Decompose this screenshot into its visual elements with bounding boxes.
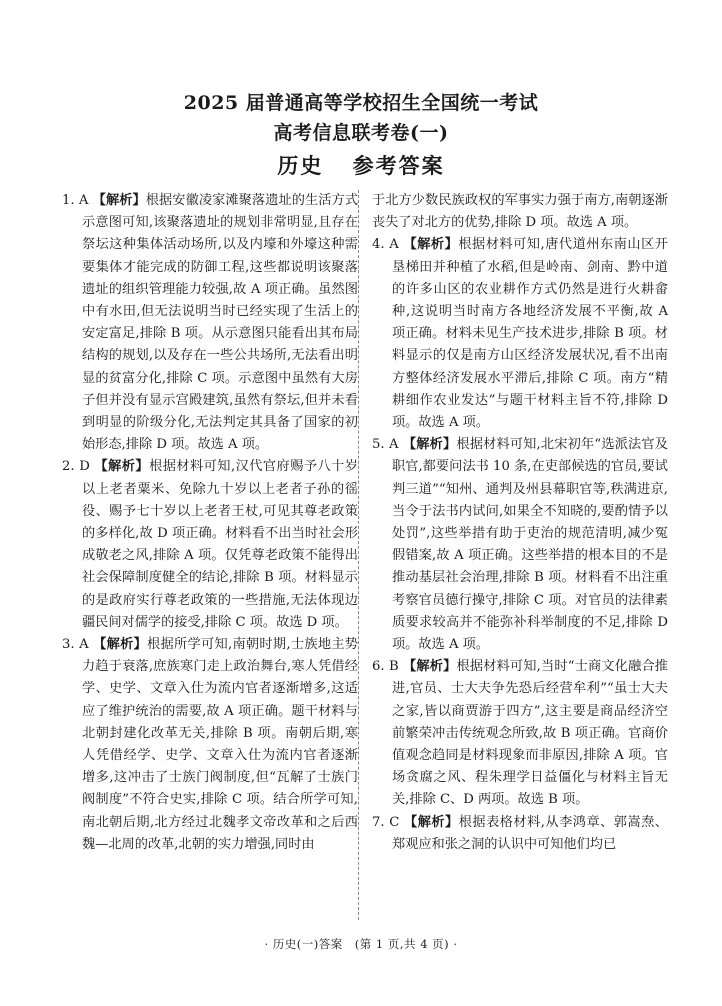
item-text: 根据材料可知,当时“士商文化融合推进,官员、士大夫争先恐后经营牟利”“虽士大夫之家,皆以商贾游于四方”,这主要是商品经济空前繁荣冲击传统观念所致,故 B 项正确。官商价值观念趋同是材料现象而非原因,排除 A 项。官场贪腐之风、程朱理学日益僵化与材料主旨无关,排除 C、D 两项。故选 B 项。 xyxy=(392,659,668,808)
item-text: 于北方少数民族政权的军事实力强于南方,南朝逐渐丧失了对北方的优势,排除 D 项。故选 A 项。 xyxy=(372,193,668,231)
analysis-tag: 【解析】 xyxy=(404,814,459,830)
left-column xyxy=(62,190,358,856)
item-number: 1. A xyxy=(62,193,89,208)
answer-item-1 xyxy=(62,190,358,456)
exam-title: 2025 届普通高等学校招生全国统一考试 xyxy=(183,92,539,114)
answer-item-7 xyxy=(372,812,668,856)
analysis-tag: 【解析】 xyxy=(403,659,457,675)
page-footer: · 历史(一)答案 (第 1 页,共 4 页) · xyxy=(264,937,458,951)
item-text: 根据表格材料,从李鸿章、郭嵩焘、郑观应和张之洞的认识中可知他们均已 xyxy=(392,814,668,852)
analysis-tag: 【解析】 xyxy=(94,459,150,475)
item-text: 根据安徽凌家滩聚落遗址的生活方式示意图可知,该聚落遗址的规划非常明显,且存在祭坛这种集体活动场所,以及内壕和外壕这种需要集体才能完成的防御工程,这些都说明该聚落遗址的组织管理能力较强,故 A 项正确。虽然图中有水田,但无法说明当时已经实现了生活上的安定富足,排除 B 项。从示意图只能看出其布局结构的规划,以及存在一些公共场所,无法看出明显的贫富分化,排除 C 项。示意图中虽然有大房子但并没有显示宫殿建筑,虽然有祭坛,但并未看到明显的阶级分化,无法判定其具备了国家的初始形态,排除 D 项。故选 A 项。 xyxy=(82,193,359,453)
item-text: 根据材料可知,唐代道州东南山区开垦梯田并种植了水稻,但是岭南、剑南、黔中道的许多山区的农业耕作方式仍然是进行火耕畲种,这说明当时南方各地经济发展不平衡,故 A 项正确。材料未见生产技术进步,排除 B 项。材料显示的仅是南方山区经济发展状况,看不出南方整体经济发展水平滞后,排除 C 项。南方“精耕细作农业发达”与题干材料主旨不符,排除 D 项。故选 A 项。 xyxy=(392,237,668,431)
column-divider xyxy=(358,190,359,920)
right-column xyxy=(372,190,668,856)
item-number: 7. C xyxy=(372,814,400,830)
item-number: 4. A xyxy=(372,237,399,253)
item-text: 根据材料可知,北宋初年“选派法官及职官,都要问法书 10 条,在吏部候选的官员,要试判三道”“知州、通判及州县幕职官等,秩满进京,当令于法书内试问,如果全不知晓的,要酌情予以处罚”,这些举措有助于吏治的规范清明,减少冤假错案,故 A 项正确。这些举措的根本目的不是推动基层社会治理,排除 B 项。材料看不出注重考察官员德行操守,排除 C 项。对官员的法律素质要求较高并不能弥补科举制度的不足,排除 D 项。故选 A 项。 xyxy=(392,437,668,653)
paper-title: 高考信息联考卷(一) xyxy=(273,122,449,144)
answer-item-3-continued xyxy=(372,190,668,234)
item-text: 根据所学可知,南朝时期,士族地主势力趋于衰落,庶族寒门走上政治舞台,寒人凭借经学、史学、文章入仕为流内官者逐渐增多,这适应了维护统治的需要,故 A 项正确。题干材料与北朝封建化改革无关,排除 B 项。南朝后期,寒人凭借经学、史学、文章入仕为流内官者逐渐增多,这冲击了士族门阀制度,但“瓦解了士族门阀制度”不符合史实,排除 C 项。结合所学可知,南北朝后期,北方经过北魏孝文帝改革和之后西魏—北周的改革,北朝的实力增强,同时由 xyxy=(82,637,358,852)
analysis-tag: 【解析】 xyxy=(92,193,146,208)
analysis-tag: 【解析】 xyxy=(93,637,148,653)
answer-item-3 xyxy=(62,634,358,856)
item-number: 2. D xyxy=(62,459,90,475)
answer-item-2 xyxy=(62,456,358,634)
item-number: 3. A xyxy=(62,637,89,653)
item-number: 5. A xyxy=(372,437,399,453)
subject-heading xyxy=(0,150,722,180)
answer-label: 参考答案 xyxy=(352,153,445,178)
item-number: 6. B xyxy=(372,659,399,675)
subject-name: 历史 xyxy=(277,153,324,178)
analysis-tag: 【解析】 xyxy=(403,237,459,253)
answer-item-5 xyxy=(372,434,668,656)
answer-item-6 xyxy=(372,656,668,811)
answer-item-4 xyxy=(372,234,668,434)
item-text: 根据材料可知,汉代官府赐予八十岁以上老者粟米、免除九十岁以上老者子孙的徭役、赐予七十岁以上老者王杖,可见其尊老政策的多样化,故 D 项正确。材料看不出当时社会形成敬老之风,排除 A 项。仅凭尊老政策不能得出社会保障制度健全的结论,排除 B 项。材料显示的是政府实行尊老政策的一些措施,无法体现边疆民间对儒学的接受,排除 C 项。故选 D 项。 xyxy=(82,459,358,630)
analysis-tag: 【解析】 xyxy=(402,437,457,453)
